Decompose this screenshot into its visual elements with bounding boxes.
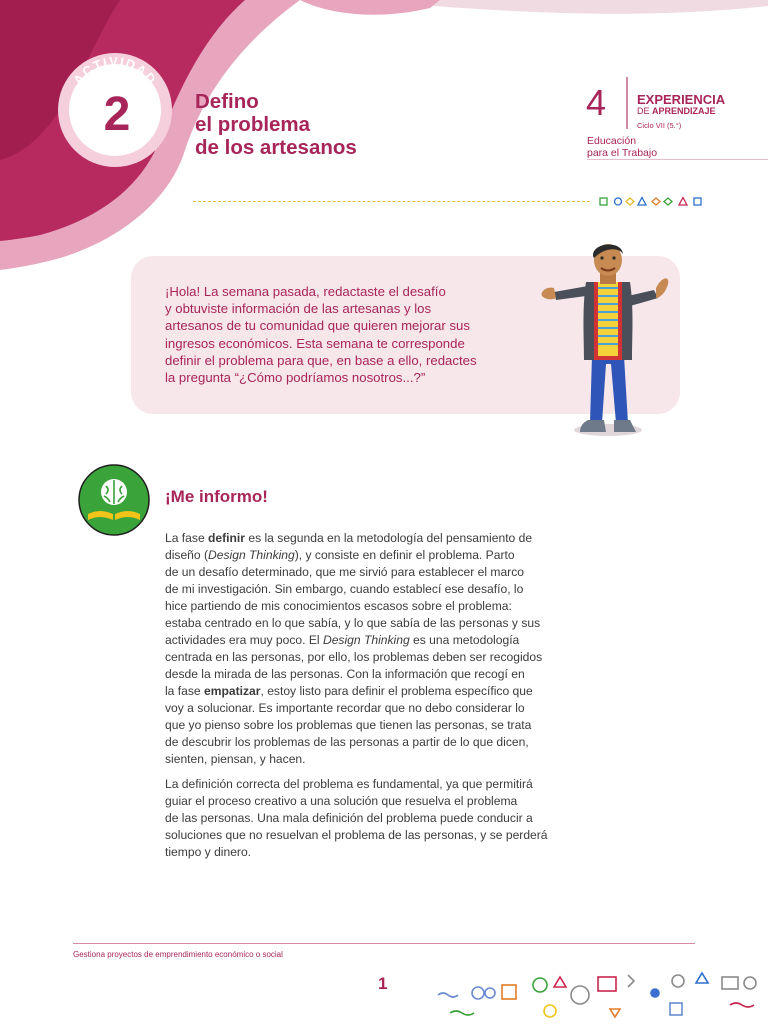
body-line [165,717,625,734]
body-line [165,683,625,700]
body-line [165,666,625,683]
body-text-run: ), y consiste en definir el problema. Parto [294,548,515,562]
body-text-run: Design Thinking [322,633,410,647]
body-text-run: estaba centrado en lo que sabía, y lo que sabía de las personas y sus [165,616,541,630]
body-line [165,547,625,564]
body-line [165,751,625,768]
title-line-1: Defino [195,90,259,113]
body-text-run: guiar el proceso creativo a una solución que resuelva el problema [165,794,518,808]
footer-divider [73,943,695,944]
body-text-run: de descubrir los problemas de las personas a partir de lo que dicen, [165,735,529,749]
body-text-run: que yo pienso sobre los problemas que tienen las personas, se trata [165,718,532,732]
body-text-run: de un desafío determinado, que me sirvió para establecer el marco [165,565,524,579]
body-text-run: empatizar [204,684,261,698]
section-title: ¡Me informo! [165,487,268,506]
activity-number: 2 [103,88,131,141]
intro-line: y obtuviste información de las artesanas y los [165,301,432,317]
geometric-shapes-icon [599,196,709,208]
body-line [165,734,625,751]
body-line [165,827,625,844]
body-text-run: centrada en las personas, por ello, los problemas deben ser recogidos [165,650,543,664]
body-text-run: La definición correcta del problema es fundamental, ya que permitirá [165,777,533,791]
body-line [165,844,625,861]
intro-line: la pregunta “¿Cómo podríamos nosotros...?” [165,370,426,386]
body-line [165,632,625,649]
body-text-run: voy a solucionar. Es importante recordar que no debo considerar lo [165,701,525,715]
intro-line: definir el problema para que, en base a ello, redactes [165,352,477,368]
title-line-2: el problema [195,113,311,136]
body-line [165,564,625,581]
area-label: Educación para el Trabajo [587,135,658,159]
body-text-run: de mi investigación. Sin embargo, cuando establecí ese desafío, lo [165,582,524,596]
intro-line: artesanos de tu comunidad que quieren mejorar sus [165,318,470,334]
body-text-run: , estoy listo para definir el problema específico que [260,684,533,698]
body-text [165,530,625,861]
experience-title: EXPERIENCIA [637,92,726,107]
body-text-run: de las personas. Una mala definición del problema puede conducir a [165,811,533,825]
body-line [165,615,625,632]
body-text-run: es una metodología [409,633,520,647]
body-text-run: sienten, piensan, y hacen. [165,752,306,766]
body-line [165,793,625,810]
footer-competency: Gestiona proyectos de emprendimiento económico o social [73,950,283,959]
body-text-run: diseño ( [165,548,209,562]
doodle-icons [430,965,768,1024]
body-text-run: es la segunda en la metodología del pensamiento de [245,531,533,545]
svg-text:ACTIVIDAD: ACTIVIDAD [70,53,160,88]
body-text-run: La fase [165,531,209,545]
body-line [165,776,625,793]
experience-subtitle: DE APRENDIZAJE [637,106,716,116]
dashed-divider [193,201,590,202]
page-number: 1 [378,974,388,993]
body-line [165,530,625,547]
body-text-run: Design Thinking [208,548,295,562]
body-text-run: hice partiendo de mis conocimientos escasos sobre el problema: [165,599,512,613]
cycle-label: Ciclo VII (5.°) [637,121,682,130]
body-text-run: definir [208,531,245,545]
page-title [195,90,455,159]
title-line-3: de los artesanos [195,136,357,159]
paragraph-2 [165,776,625,861]
brain-book-icon [78,464,150,536]
experience-number: 4 [586,77,628,129]
body-line [165,810,625,827]
body-text-run: soluciones que no resuelvan el problema de las personas, y se perderá [165,828,548,842]
body-text-run: actividades era muy poco. El [165,633,323,647]
intro-text [165,283,545,386]
body-line [165,581,625,598]
area-divider [587,159,768,160]
body-line [165,700,625,717]
student-character-illustration [536,238,676,440]
body-text-run: la fase [165,684,204,698]
paragraph-1 [165,530,625,768]
body-text-run: desde la mirada de las personas. Con la información que recogí en [165,667,525,681]
intro-line: ingresos económicos. Esta semana te corresponde [165,335,465,351]
body-text-run: tiempo y dinero. [165,845,252,859]
body-line [165,598,625,615]
body-line [165,649,625,666]
intro-line: ¡Hola! La semana pasada, redactaste el desafío [165,284,446,299]
